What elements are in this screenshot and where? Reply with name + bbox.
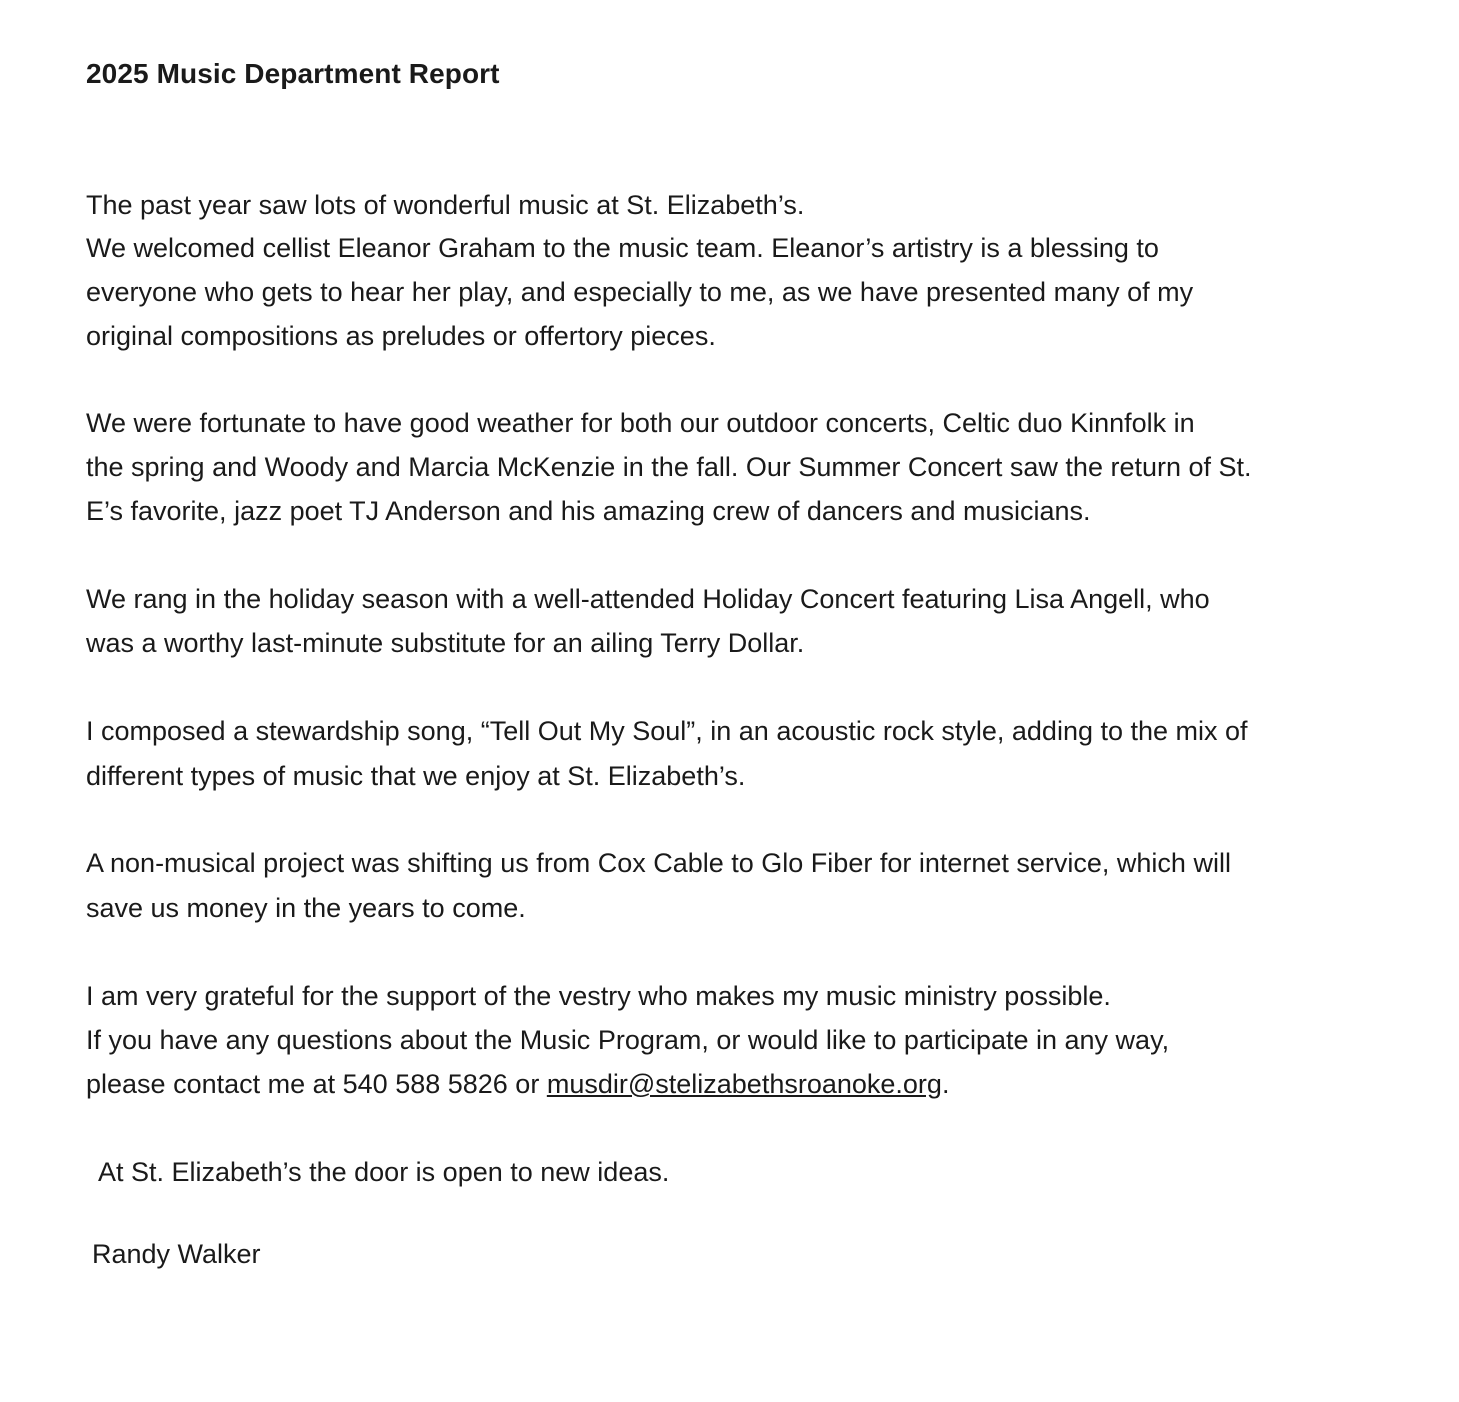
paragraph-1-line-1: The past year saw lots of wonderful music at St. Elizabeth’s. bbox=[86, 190, 805, 220]
contact-suffix: . bbox=[941, 1069, 950, 1099]
paragraph-2-line-1: We were fortunate to have good weather for both our outdoor concerts, Celtic duo Kinnfolk in bbox=[86, 408, 1195, 438]
closing-statement: At St. Elizabeth’s the door is open to new ideas. bbox=[98, 1157, 670, 1187]
paragraph-5-line-1: A non-musical project was shifting us from Cox Cable to Glo Fiber for internet service, which will bbox=[86, 848, 1231, 878]
contact-prefix: please contact me at 540 588 5826 or bbox=[86, 1069, 547, 1099]
paragraph-1-line-3: everyone who gets to hear her play, and especially to me, as we have presented many of my bbox=[86, 277, 1194, 307]
paragraph-6-line-2: If you have any questions about the Music Program, or would like to participate in any way, bbox=[86, 1025, 1170, 1055]
paragraph-3-line-2: was a worthy last-minute substitute for an ailing Terry Dollar. bbox=[86, 628, 805, 658]
paragraph-1-line-4: original compositions as preludes or offertory pieces. bbox=[86, 321, 716, 351]
email-link[interactable]: musdir@stelizabethsroanoke.org bbox=[546, 1069, 942, 1099]
paragraph-5-line-2: save us money in the years to come. bbox=[86, 893, 526, 923]
paragraph-3-line-1: We rang in the holiday season with a well-attended Holiday Concert featuring Lisa Angell, who bbox=[86, 584, 1210, 614]
paragraph-2-line-2: the spring and Woody and Marcia McKenzie in the fall. Our Summer Concert saw the return of St. bbox=[86, 452, 1252, 482]
paragraph-4-line-2: different types of music that we enjoy at St. Elizabeth’s. bbox=[86, 761, 746, 791]
signature: Randy Walker bbox=[92, 1239, 261, 1269]
paragraph-1-line-2: We welcomed cellist Eleanor Graham to the music team. Eleanor’s artistry is a blessing to bbox=[86, 233, 1159, 263]
report-title: 2025 Music Department Report bbox=[86, 58, 500, 89]
paragraph-6-line-1: I am very grateful for the support of the vestry who makes my music ministry possible. bbox=[86, 981, 1111, 1011]
paragraph-2-line-3: E’s favorite, jazz poet TJ Anderson and his amazing crew of dancers and musicians. bbox=[86, 496, 1091, 526]
paragraph-4-line-1: I composed a stewardship song, “Tell Out My Soul”, in an acoustic rock style, adding to the mix of bbox=[86, 716, 1248, 746]
contact-line bbox=[86, 1067, 949, 1101]
